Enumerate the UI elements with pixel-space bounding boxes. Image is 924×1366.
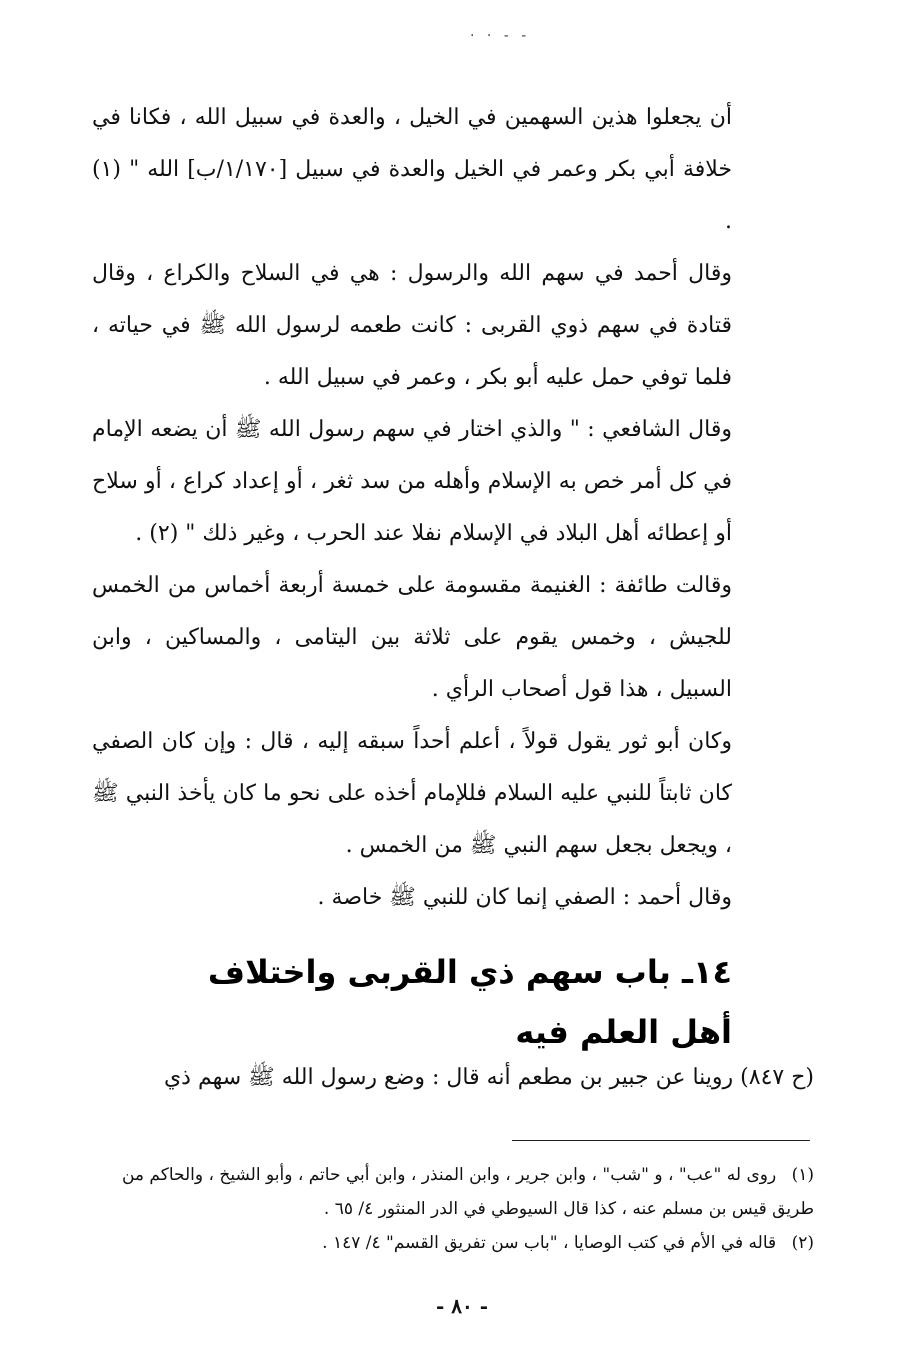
page-number: - ٨٠ - <box>435 1294 488 1318</box>
footnote-text: روى له "عب" ، و "شب" ، وابن جرير ، وابن المنذر ، وابن أبي حاتم ، وأبو الشيخ ، والحاكم من طريق قيس بن مسلم عنه ، كذا قال السيوطي في الدر المنثور ٤/ ٦٥ . <box>121 1165 814 1219</box>
paragraph: وقال الشافعي : " والذي اختار في سهم رسول الله ﷺ أن يضعه الإمام في كل أمر خص به الإسلام وأهله من سد ثغر ، أو إعداد كراع ، أو سلاح أو إعطائه أهل البلاد في الإسلام نفلا عند الحرب ، وغير ذلك " (٢) . <box>92 417 732 546</box>
footnotes-block <box>92 1158 814 1260</box>
paragraph: أن يجعلوا هذين السهمين في الخيل ، والعدة في سبيل الله ، فكانا في خلافة أبي بكر وعمر في الخيل والعدة في سبيل [١/١٧٠/ب] الله " (١) . <box>92 105 733 234</box>
footnote-text: قاله في الأم في كتب الوصايا ، "باب سن تفريق القسم" ٤/ ١٤٧ . <box>322 1233 777 1253</box>
top-page-mark: · · - - <box>470 28 531 44</box>
paragraph: وقال أحمد في سهم الله والرسول : هي في السلاح والكراع ، وقال قتادة في سهم ذوي القربى : كانت طعمه لرسول الله ﷺ في حياته ، فلما توفي حمل عليه أبو بكر ، وعمر في سبيل الله . <box>92 261 732 390</box>
chapter-heading: ١٤ـ باب سهم ذي القربى واختلاف أهل العلم فيه <box>207 953 732 1051</box>
paragraph: وكان أبو ثور يقول قولاً ، أعلم أحداً سبقه إليه ، قال : وإن كان الصفي كان ثابتاً للنبي عليه السلام فللإمام أخذه على نحو ما كان يأخذ النبي ﷺ ، ويجعل بجعل سهم النبي ﷺ من الخمس . <box>92 729 732 858</box>
paragraph: وقالت طائفة : الغنيمة مقسومة على خمسة أربعة أخماس من الخمس للجيش ، وخمس يقوم على ثلاثة بين اليتامى ، والمساكين ، وابن السبيل ، هذا قول أصحاب الرأي . <box>92 573 732 702</box>
footnote <box>92 1158 814 1226</box>
paragraph: وقال أحمد : الصفي إنما كان للنبي ﷺ خاصة . <box>317 885 732 910</box>
main-text-block <box>92 92 732 924</box>
footnote-number: (٢) <box>791 1233 814 1253</box>
footnote <box>92 1226 814 1260</box>
footnote-divider <box>512 1140 810 1141</box>
hadith-text: (ح ٨٤٧) روينا عن جبير بن مطعم أنه قال : وضع رسول الله ﷺ سهم ذي <box>163 1065 814 1090</box>
footnote-number: (١) <box>791 1165 814 1185</box>
